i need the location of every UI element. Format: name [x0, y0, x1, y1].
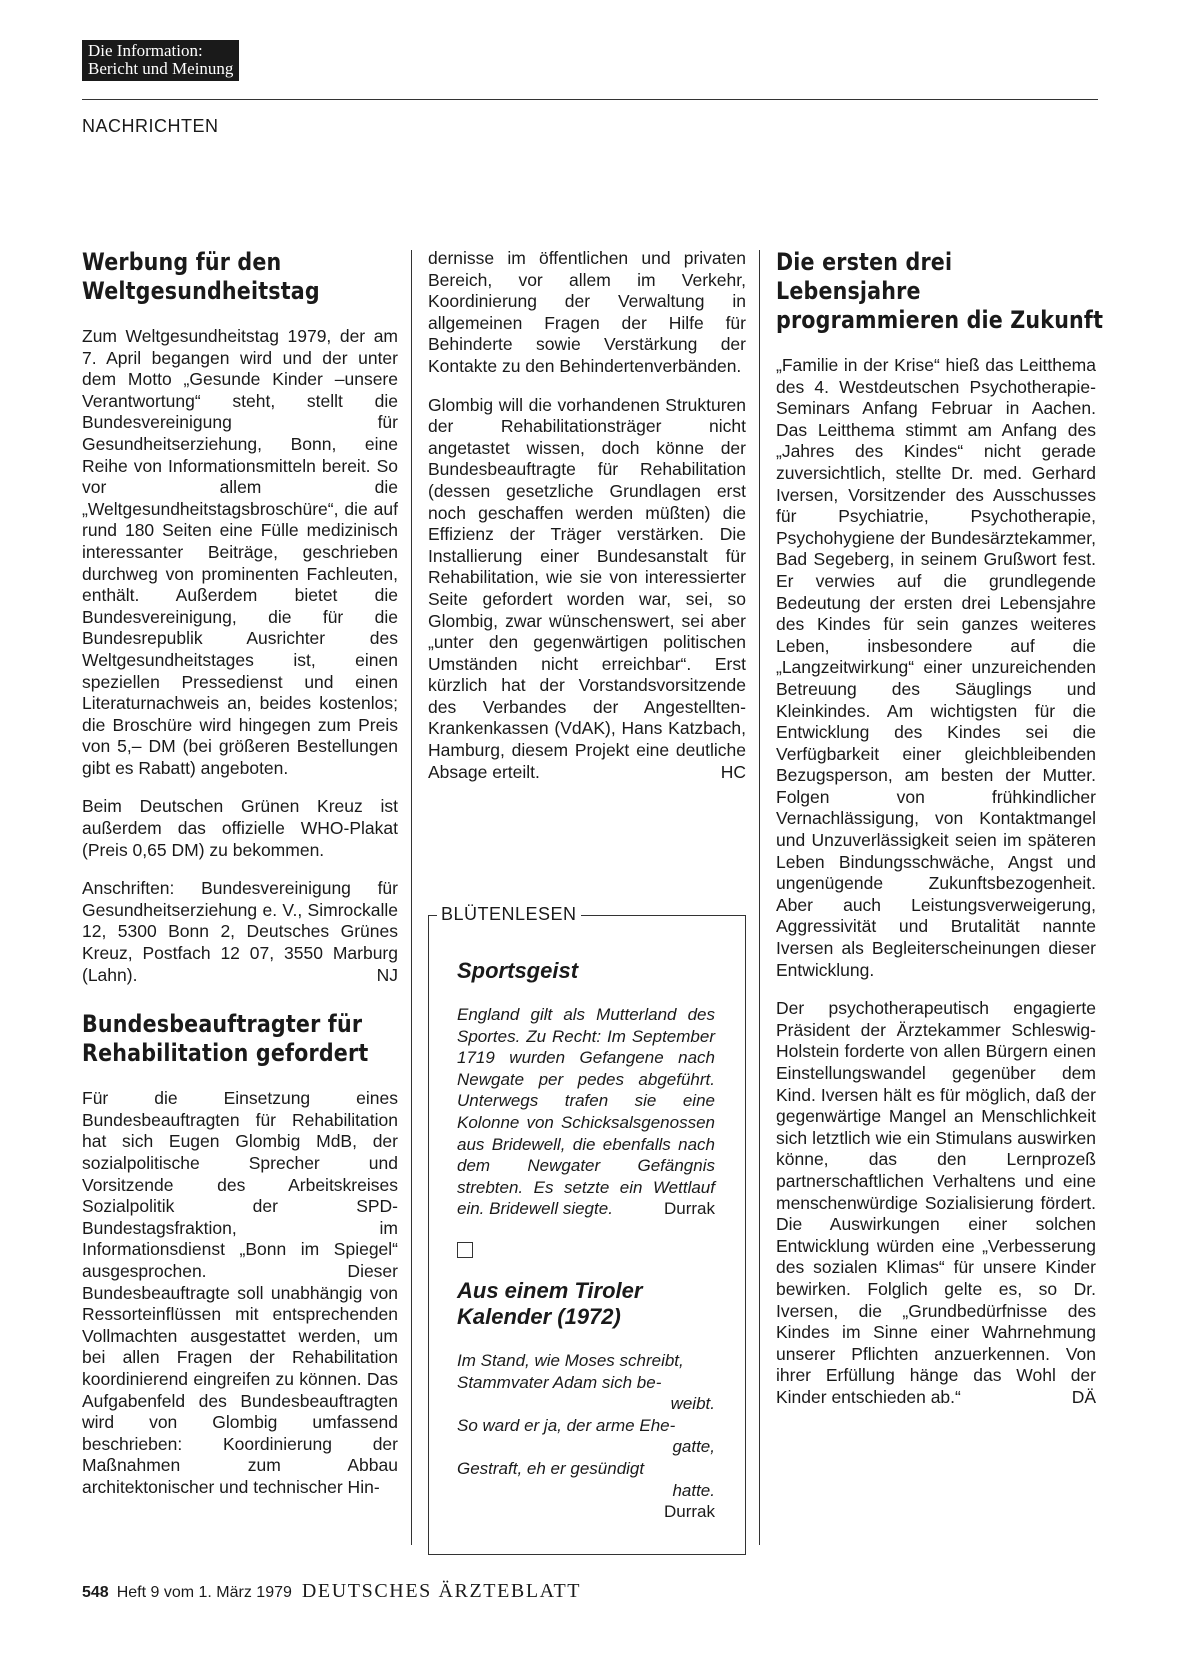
- article2-headline-line1: Bundesbeauftragter für: [82, 1010, 363, 1039]
- article2-signature: HC: [720, 761, 746, 782]
- bluetenlese-box: [428, 904, 746, 1555]
- category-tag-line1: Die Information:: [88, 41, 203, 60]
- masthead: DEUTSCHES ÄRZTEBLATT: [301, 1580, 582, 1602]
- article1-address: Anschriften: Bundesvereinigung für Gesundheitserziehung e. V., Simrockalle 12, 5300 Bonn 2, Deutsches Grünes Kreuz, Postfach 12 07, 3550 Marburg (Lahn).: [82, 878, 398, 985]
- verse-line: Im Stand, wie Moses schreibt,: [457, 1350, 684, 1370]
- box-item2-title-line2: Kalender (1972): [457, 1303, 621, 1329]
- article3-paragraph-2: [776, 998, 1096, 1408]
- article2-paragraph-1: Für die Einsetzung eines Bundesbeauftragten für Rehabilitation hat sich Eugen Glombig MdB, der sozialpolitische Sprecher und Vorsitzende des Arbeitskreises Sozialpolitik der SPD-Bundestagsfraktion, im Informationsdienst „Bonn im Spiegel“ ausgesprochen. Dieser Bundesbeauftragte soll unabhängig von Ressorteinflüssen mit entsprechenden Vollmachten ausgestattet werden, um bei allen Fragen der Rehabilitation koordinierend eingreifen zu können. Das Aufgabenfeld des Bundesbeauftragten wird von Glombig umfassend beschrieben: Koordinierung der Maßnahmen zum Abbau architektonischer und technischer Hin-: [82, 1088, 398, 1497]
- column-1: [82, 248, 398, 1516]
- article3-headline-line2: Lebensjahre: [776, 277, 921, 305]
- box-label: BLÜTENLESEN: [437, 904, 581, 925]
- category-tag: [82, 40, 239, 81]
- article3-paragraph-2-text: Der psychotherapeutisch engagierte Präsident der Ärztekammer Schleswig-Holstein forderte von allen Bürgern einen Einstellungswandel gegenüber dem Kind. Iversen hält es für möglich, daß der gegenwärtige Mangel an Menschlichkeit sich letztlich wie ein Stimulans auswirken könne, das den Lernprozeß partnerschaftlichen Verhaltens und eine menschenwürdige Sozialisierung fördert. Die Auswirkungen einer solchen Entwicklung würden eine „Verbesserung des sozialen Klimas“ für unsere Kinder bewirken. Folglich gelte es, so Dr. Iversen, die „Grundbedürfnisse des Kindes im Sinne einer Wahrnehmung unserer Pflichten anzuerkennen. Von ihrer Erfüllung hänge das Wohl der Kinder entschieden ab.“: [776, 998, 1096, 1407]
- article2-paragraph-2: [428, 395, 746, 784]
- article3-paragraph-1: „Familie in der Krise“ hieß das Leitthema des 4. Westdeutschen Psychotherapie-Seminars Anfang Februar in Aachen. Das Leitthema stimmt am Anfang des „Jahres des Kindes“ nicht gerade zuversichtlich, stellte Dr. med. Gerhard Iversen, Vorsitzender des Ausschusses für Psychiatrie, Psychotherapie, Psychohygiene der Bundesärztekammer, Bad Segeberg, in seinem Grußwort fest. Er verwies auf die grundlegende Bedeutung der ersten drei Lebensjahre des Kindes für sein ganzes weiteres Leben, insbesondere auf die „Langzeitwirkung“ einer unzureichenden Betreuung des Säuglings und Kleinkindes. Am wichtigsten für die Entwicklung des Kindes sei die Verfügbarkeit einer gleichbleibenden Bezugsperson, am besten der Mutter. Folgen von frühkindlicher Vernachlässigung, von Kontaktmangel und Unzuverlässigkeit seien im späteren Leben Bindungsschwäche, Angst und ungenügende Zukunftsbezogenheit. Aber auch Leistungsverweigerung, Aggressivität und Brutalität nannte Iversen als Begleiterscheinungen dieser Entwicklung.: [776, 355, 1096, 980]
- article1-signature: NJ: [376, 964, 398, 985]
- box-item1-body: England gilt als Mutterland des Sportes. Zu Recht: Im September 1719 wurden Gefangene nach Newgate per pedes abgeführt. Unterwegs trafen sie eine Kolonne von Schicksalsgenossen aus Bridewell, die ebenfalls nach dem Newgater Gefängnis strebten. Es setzte ein Wettlauf ein. Bridewell siegte.: [457, 1005, 715, 1219]
- article1-paragraph-2: Beim Deutschen Grünen Kreuz ist außerdem das offizielle WHO-Plakat (Preis 0,65 DM) zu bekommen.: [82, 796, 398, 860]
- box-item1-text: [457, 1004, 715, 1220]
- column-2: [428, 248, 746, 800]
- box-item2-signature: Durrak: [663, 1502, 715, 1522]
- box-item1-signature: Durrak: [663, 1199, 715, 1219]
- column-divider-1: [411, 250, 412, 1545]
- issue-info: Heft 9 vom 1. März 1979: [116, 1584, 292, 1601]
- article3-headline: [776, 248, 1104, 335]
- page-number: 548: [82, 1584, 109, 1601]
- box-item2-title-line1: Aus einem Tiroler: [457, 1277, 643, 1303]
- column-3: [776, 248, 1104, 1426]
- separator-square-icon: [457, 1242, 473, 1258]
- box-content: [457, 958, 715, 1523]
- article1-headline: [82, 248, 354, 306]
- category-tag-line2: Bericht und Meinung: [88, 59, 234, 78]
- article1-paragraph-1: Zum Weltgesundheitstag 1979, der am 7. April begangen wird und der unter dem Motto „Gesunde Kinder –unsere Verantwortung“ steht, stellt die Bundesvereinigung für Gesundheitserziehung, Bonn, eine Reihe von Informationsmitteln bereit. So vor allem die „Weltgesundheitstagsbroschüre“, die auf rund 180 Seiten eine Fülle medizinisch interessanter Beiträge, geschrieben durchweg von prominenten Fachleuten, enthält. Außerdem bietet die Bundesvereinigung, die für die Bundesrepublik Ausrichter des Weltgesundheitstages ist, einen speziellen Pressedienst und einen Literaturnachweis an, beides kostenlos; die Broschüre wird hingegen zum Preis von 5,– DM (bei größeren Bestellungen gibt es Rabatt) angeboten.: [82, 326, 398, 778]
- article1-headline-line1: Werbung für den: [82, 248, 282, 276]
- article2-headline-line2: Rehabilitation gefordert: [82, 1039, 369, 1068]
- verse-line: hatte.: [672, 1480, 715, 1500]
- article1-headline-line2: Weltgesundheitstag: [82, 277, 320, 305]
- box-item1-title: Sportsgeist: [457, 958, 579, 983]
- article2-paragraph-2-text: Glombig will die vorhandenen Strukturen der Rehabilitationsträger nicht angetastet wissen, doch könne der Bundesbeauftragte für Rehabilitation (dessen gesetzliche Grundlagen erst noch geschaffen werden müßten) die Effizienz der Träger verstärken. Die Installierung einer Bundesanstalt für Rehabilitation, wie sie von interessierter Seite gefordert worden war, sei, so Glombig, zwar wünschenswert, sei aber „unter den gegenwärtigen politischen Umständen nicht erreichbar“. Erst kürzlich hat der Vorstandsvorsitzende des Verbandes der Angestellten-Krankenkassen (VdAK), Hans Katzbach, Hamburg, diesem Projekt eine deutliche Absage erteilt.: [428, 394, 746, 782]
- box-item2-title: [457, 1278, 715, 1330]
- verse-line: Stammvater Adam sich be-: [457, 1372, 662, 1392]
- verse-line: Gestraft, eh er gesündigt: [457, 1458, 645, 1478]
- verse-line: So ward er ja, der arme Ehe-: [457, 1415, 676, 1435]
- article3-headline-line1: Die ersten drei: [776, 248, 953, 276]
- article3-signature: DÄ: [1071, 1386, 1096, 1407]
- article3-headline-line3: programmieren die Zukunft: [776, 306, 1104, 334]
- verse-line: gatte,: [672, 1437, 715, 1457]
- section-title: NACHRICHTEN: [82, 116, 219, 136]
- verse-line: weibt.: [670, 1394, 715, 1414]
- article2-headline: [82, 1010, 369, 1068]
- page-footer: [82, 1580, 581, 1603]
- column-divider-2: [759, 250, 760, 1545]
- header-rule: [82, 99, 1098, 100]
- article2-paragraph-1-continued: dernisse im öffentlichen und privaten Bereich, vor allem im Verkehr, Koordinierung der Verwaltung in allgemeinen Fragen der Hilfe für Behinderte sowie Verstärkung der Kontakte zu den Behindertenverbänden.: [428, 248, 746, 376]
- article1-paragraph-3: [82, 878, 398, 986]
- box-item2-verse: [457, 1350, 715, 1523]
